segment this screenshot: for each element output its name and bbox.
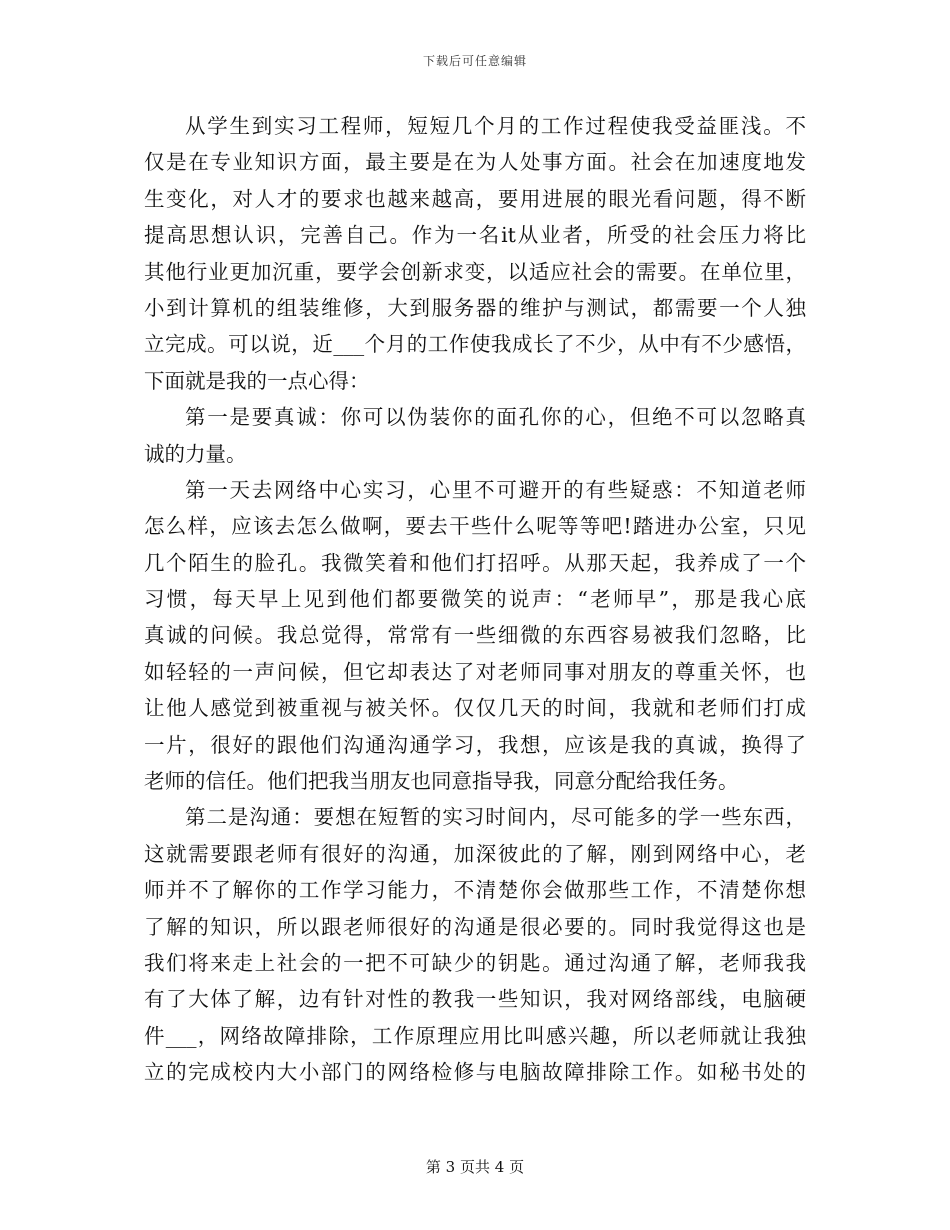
text-line: 第一是要真诚：你可以伪装你的面孔你的心，但绝不可以忽略真 xyxy=(185,405,806,430)
text-line: 仅是在专业知识方面，最主要是在为人处事方面。社会在加速度地发 xyxy=(144,150,806,175)
text-line: 一片，很好的跟他们沟通沟通学习，我想，应该是我的真诚，换得了 xyxy=(144,732,806,757)
text-line: 件___，网络故障排除，工作原理应用比叫感兴趣，所以老师就让我独 xyxy=(144,1023,806,1048)
text-line: 真诚的问候。我总觉得，常常有一些细微的东西容易被我们忽略，比 xyxy=(144,623,806,648)
document-body xyxy=(144,108,806,1091)
text-line: 习惯，每天早上见到他们都要微笑的说声：“老师早”，那是我心底 xyxy=(144,587,806,612)
text-line: 让他人感觉到被重视与被关怀。仅仅几天的时间，我就和老师们打成 xyxy=(144,696,806,721)
text-line: 如轻轻的一声问候，但它却表达了对老师同事对朋友的尊重关怀，也 xyxy=(144,659,806,684)
text-line: 这就需要跟老师有很好的沟通，加深彼此的了解，刚到网络中心，老 xyxy=(144,841,806,866)
text-line: 提高思想认识，完善自己。作为一名it从业者，所受的社会压力将比 xyxy=(144,223,806,248)
header-note: 下载后可任意编辑 xyxy=(422,54,527,68)
text-line: 生变化，对人才的要求也越来越高，要用进展的眼光看问题，得不断 xyxy=(144,186,806,211)
text-line: 下面就是我的一点心得： xyxy=(144,368,370,393)
text-line: 其他行业更加沉重，要学会创新求变，以适应社会的需要。在单位里， xyxy=(144,259,806,284)
text-line: 小到计算机的组装维修，大到服务器的维护与测试，都需要一个人独 xyxy=(144,295,806,320)
page-indicator: 第 3 页共 4 页 xyxy=(425,1158,525,1176)
text-line: 有了大体了解，边有针对性的教我一些知识，我对网络部线，电脑硬 xyxy=(144,987,806,1012)
text-line: 几个陌生的脸孔。我微笑着和他们打招呼。从那天起，我养成了一个 xyxy=(144,550,806,575)
text-line: 老师的信任。他们把我当朋友也同意指导我，同意分配给我任务。 xyxy=(144,769,739,794)
text-line: 第一天去网络中心实习，心里不可避开的有些疑惑：不知道老师 xyxy=(185,477,806,502)
text-line: 立完成。可以说，近___个月的工作使我成长了不少，从中有不少感悟， xyxy=(144,332,806,357)
text-line: 了解的知识，所以跟老师很好的沟通是很必要的。同时我觉得这也是 xyxy=(144,914,806,939)
text-line: 我们将来走上社会的一把不可缺少的钥匙。通过沟通了解，老师我我 xyxy=(144,950,806,975)
text-line: 第二是沟通：要想在短暂的实习时间内，尽可能多的学一些东西， xyxy=(185,805,806,830)
text-line: 师并不了解你的工作学习能力，不清楚你会做那些工作，不清楚你想 xyxy=(144,878,806,903)
text-line: 立的完成校内大小部门的网络检修与电脑故障排除工作。如秘书处的 xyxy=(144,1060,806,1085)
text-line: 诚的力量。 xyxy=(144,441,247,466)
text-line: 从学生到实习工程师，短短几个月的工作过程使我受益匪浅。不 xyxy=(185,114,806,138)
text-line: 怎么样，应该去怎么做啊，要去干些什么呢等等吧!踏进办公室，只见 xyxy=(144,514,806,539)
